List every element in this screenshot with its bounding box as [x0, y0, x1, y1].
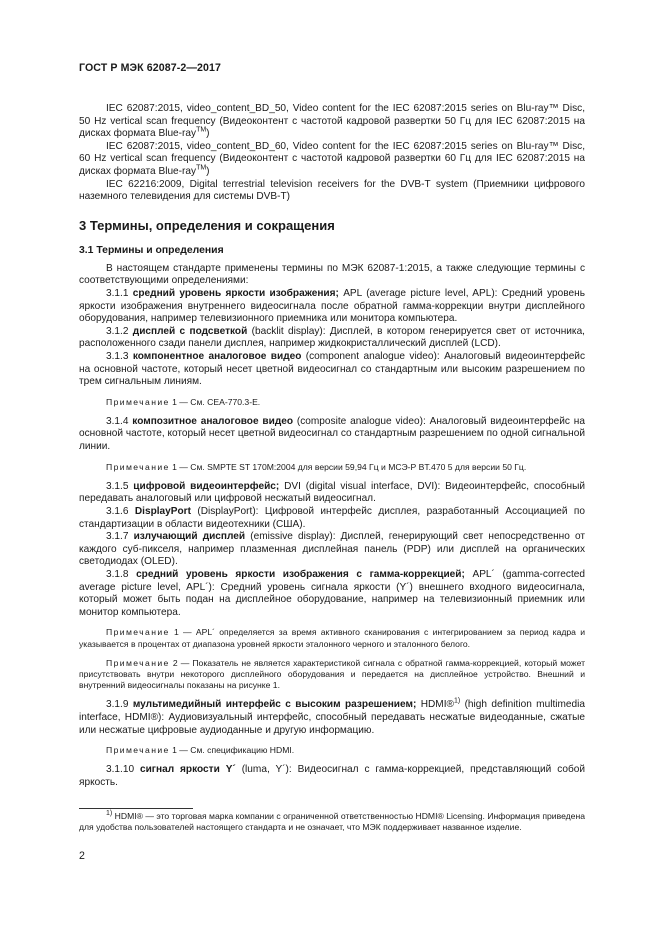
reference-bd60: IEC 62087:2015, video_content_BD_60, Video content for the IEC 62087:2015 series on Blu-ray™ Disc, 60 Hz vertical scan frequency (Видеоконтент с частотой кадровой развертки 60 Гц для IEC 62087:2015 на дисках формата Blue-ray™): [79, 140, 585, 177]
note-3-1-9: Примечание 1 — См. спецификацию HDMI.: [106, 745, 295, 756]
term-3-1-5: 3.1.5 цифровой видеоинтерфейс; DVI (digital visual interface, DVI): Видеоинтерфейс, способный передавать аналоговый или цифровой несжатый видеосигнал.: [79, 480, 585, 505]
footnote-ref: 1): [453, 698, 461, 706]
subsection-heading: 3.1 Термины и определения: [79, 244, 224, 256]
term-3-1-2: 3.1.2 дисплей с подсветкой (backlit display): Дисплей, в котором генерируется свет от источника, расположенного сзади панели дисплея, например жидкокристаллический дисплей (LCD).: [79, 325, 585, 350]
reference-bd50: IEC 62087:2015, video_content_BD_50, Video content for the IEC 62087:2015 series on Blu-ray™ Disc, 50 Hz vertical scan frequency (Видеоконтент с частотой кадровой развертки 50 Гц для IEC 62087:2015 на дисках формата Blue-ray™): [79, 103, 585, 140]
section-heading: 3 Термины, определения и сокращения: [79, 217, 335, 233]
term-3-1-9: 3.1.9 мультимедийный интерфейс с высоким разрешением; HDMI®$^{1)}$ (high definition multimedia interface, HDMI®): Аудиовизуальный интерфейс, способный передавать несжатые видеоданные, сжатые или несжатые цифровые аудиоданные и другую информацию.: [79, 698, 585, 736]
term-3-1-1: 3.1.1 средний уровень яркости изображения; APL (average picture level, APL): Средний уровень яркости изображения внутреннего видеосигнала после обратной гамма-коррекции внутри дисплейного оборудования, например телевизионного приемника или монитора компьютера.: [79, 287, 585, 325]
footnote: $^{1)}$ HDMI® — это торговая марка компании с ограниченной ответственностью HDMI® Licensing. Информация приведена для удобства пользователей настоящего стандарта и не означает, что МЭК поддерживает названное изделие.: [79, 810, 585, 833]
term-3-1-8: 3.1.8 средний уровень яркости изображения с гамма-коррекцией; APL´ (gamma-corrected average picture level, APL´): Средний уровень сигнала яркости (Y´) внешнего входного видеосигнала, который может быть подан на дисплейное оборудование, например на телевизионный приемник или монитор компьютера.: [79, 569, 585, 618]
intro-paragraph: В настоящем стандарте применены термины по МЭК 62087-1:2015, а также следующие термины с соответствующими определениями:: [79, 262, 585, 287]
term-3-1-3: 3.1.3 компонентное аналоговое видео (component analogue video): Аналоговый видеоинтерфейс на основной частоте, который несет цветной видеосигнал со стандартным или высоким разрешением по трем сигнальным линиям.: [79, 350, 585, 388]
reference-dvbt: IEC 62216:2009, Digital terrestrial television receivers for the DVB-T system (Приемники цифрового наземного телевидения для системы DVB-T): [79, 178, 585, 203]
term-3-1-6: 3.1.6 DisplayPort (DisplayPort): Цифровой интерфейс дисплея, разработанный Ассоциацией по стандартизации в области видеотехники (США).: [79, 506, 585, 530]
document-header: ГОСТ Р МЭК 62087-2—2017: [79, 62, 222, 74]
term-3-1-10: 3.1.10 сигнал яркости Y´ (luma, Y´): Видеосигнал с гамма-коррекцией, представляющий собой яркость.: [79, 764, 585, 788]
note-3-1-8-1: Примечание 1 — APL´ определяется за время активного сканирования с интегрированием за период кадра и указывается в процентах от диапазона уровней яркости эталонного черного и эталонного белого.: [79, 627, 585, 649]
footnote-divider: [79, 808, 193, 809]
term-3-1-4: 3.1.4 композитное аналоговое видео (composite analogue video): Аналоговый видеоинтерфейс на основной частоте, который несет цветной видеосигнал со стандартным разрешением по одной сигнальной линии.: [79, 415, 585, 453]
note-3-1-3: Примечание 1 — См. CEA-770.3-E.: [106, 396, 261, 407]
term-3-1-7: 3.1.7 излучающий дисплей (emissive display): Дисплей, генерирующий свет непосредственно от каждого суб-пикселя, например плазменная дисплейная панель (PDP) или дисплей на органических светодиодах (OLED).: [79, 531, 585, 568]
note-3-1-4: Примечание 1 — См. SMPTE ST 170M:2004 для версии 59,94 Гц и МСЭ-Р BT.470 5 для версии 50 Гц.: [106, 461, 527, 472]
document-body: [79, 103, 585, 790]
page-number: 2: [79, 850, 85, 862]
note-3-1-8-2: Примечание 2 — Показатель не является характеристикой сигнала с обратной гамма-коррекцией, который может присутствовать внутри некоторого дисплейного оборудования и передается на дисплейное устройство. Внешний и внутренний видеосигналы показаны на рисунке 1.: [79, 657, 585, 691]
